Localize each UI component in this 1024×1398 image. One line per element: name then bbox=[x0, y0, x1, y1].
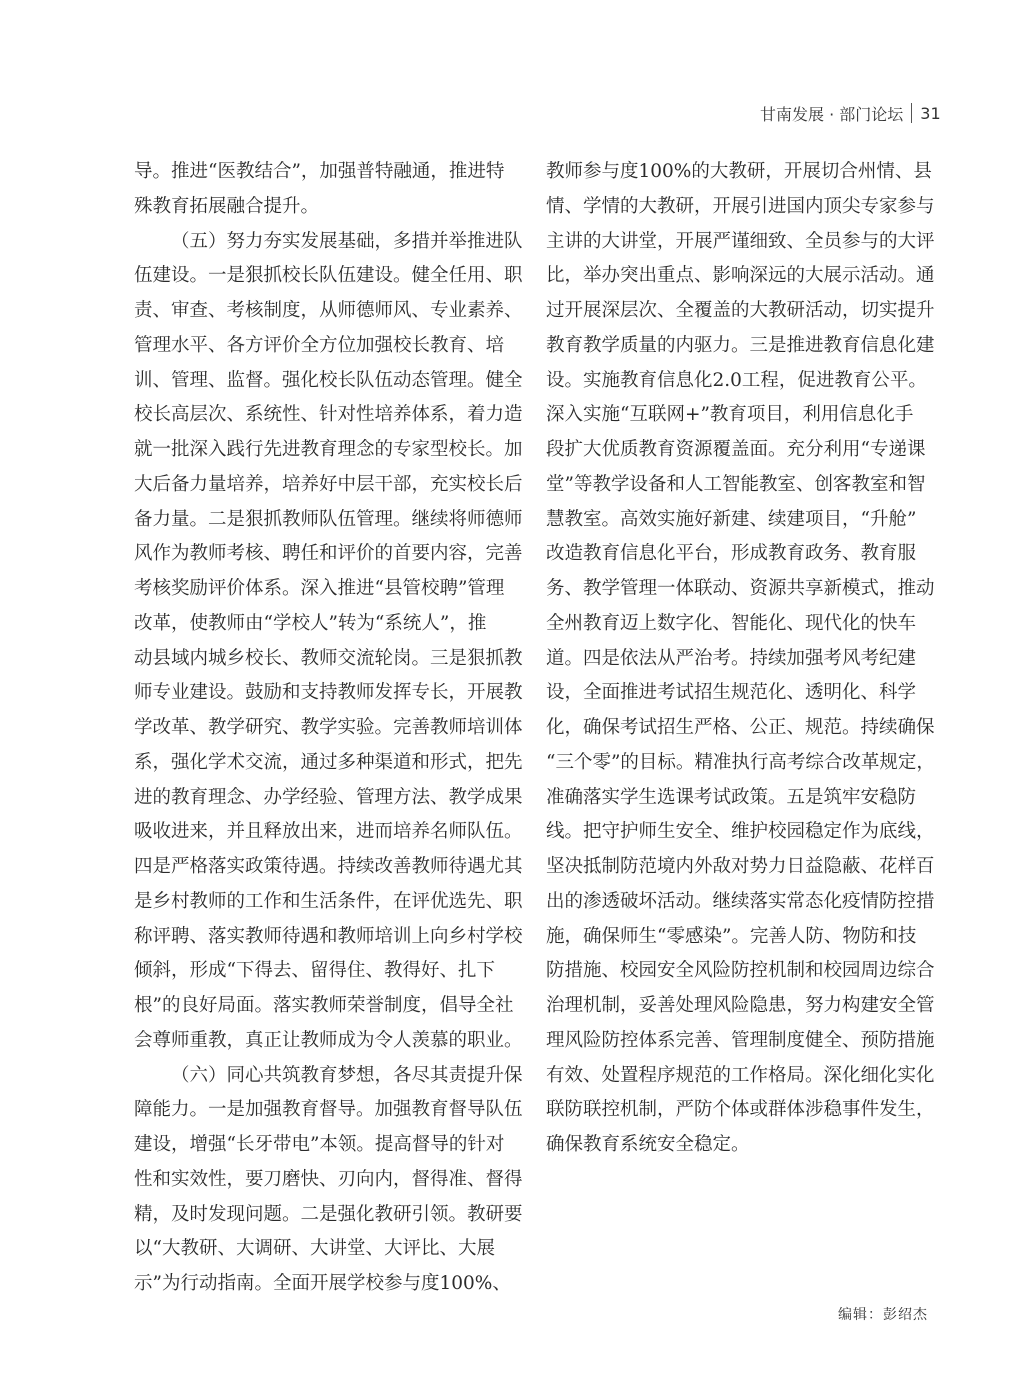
text-line: 大后备力量培养，培养好中层干部，充实校长后 bbox=[134, 473, 523, 495]
text-line: 深入实施“互联网+”教育项目，利用信息化手 bbox=[546, 404, 914, 426]
text-line: 道。四是依法从严治考。持续加强考风考纪建 bbox=[546, 647, 917, 669]
text-line: 校长高层次、系统性、针对性培养体系，着力造 bbox=[134, 404, 523, 426]
left-text-column bbox=[134, 155, 523, 1302]
text-line: 伍建设。一是狠抓校长队伍建设。健全任用、职 bbox=[134, 265, 523, 287]
text-line: （六）同心共筑教育梦想，各尽其责提升保 bbox=[171, 1064, 523, 1086]
text-line: 以“大教研、大调研、大讲堂、大评比、大展 bbox=[134, 1238, 495, 1260]
text-line: 责、审查、考核制度，从师德师风、专业素养、 bbox=[134, 300, 523, 321]
text-line: 情、学情的大教研，开展引进国内顶尖专家参与 bbox=[546, 195, 935, 217]
text-line: 教育教学质量的内驱力。三是推进教育信息化建 bbox=[546, 334, 935, 356]
text-line: 动县域内城乡校长、教师交流轮岗。三是狠抓教 bbox=[134, 647, 523, 669]
text-line: 会尊师重教，真正让教师成为令人羡慕的职业。 bbox=[134, 1029, 523, 1051]
text-line: 段扩大优质教育资源覆盖面。充分利用“专递课 bbox=[546, 439, 926, 460]
text-line: 防措施、校园安全风险防控机制和校园周边综合 bbox=[546, 960, 935, 982]
text-line: （五）努力夯实发展基础，多措并举推进队 bbox=[171, 230, 523, 252]
text-line: 称评聘、落实教师待遇和教师培训上向乡村学校 bbox=[134, 925, 523, 947]
text-line: 化，确保考试招生严格、公正、规范。持续确保 bbox=[546, 717, 935, 738]
text-line: 设，全面推进考试招生规范化、透明化、科学 bbox=[546, 682, 917, 704]
text-line: 全州教育迈上数字化、智能化、现代化的快车 bbox=[546, 612, 917, 634]
text-line: 主讲的大讲堂，开展严谨细致、全员参与的大评 bbox=[546, 230, 935, 252]
text-line: 坚决抵制防范境内外敌对势力日益隐蔽、花样百 bbox=[546, 856, 935, 877]
text-line: 建设，增强“长牙带电”本领。提高督导的针对 bbox=[134, 1134, 505, 1155]
right-text-column bbox=[546, 155, 935, 1163]
text-line: 理风险防控体系完善、管理制度健全、预防措施 bbox=[546, 1029, 935, 1051]
text-line: 进的教育理念、办学经验、管理方法、教学成果 bbox=[134, 786, 523, 808]
text-line: 障能力。一是加强教育督导。加强教育督导队伍 bbox=[134, 1099, 523, 1121]
text-line: 设。实施教育信息化2.0工程，促进教育公平。 bbox=[546, 369, 927, 391]
text-line: 联防联控机制，严防个体或群体涉稳事件发生， bbox=[546, 1099, 935, 1121]
text-line: 教师参与度100%的大教研，开展切合州情、县 bbox=[546, 161, 932, 182]
text-line: 比，举办突出重点、影响深远的大展示活动。通 bbox=[546, 265, 935, 287]
text-line: 确保教育系统安全稳定。 bbox=[546, 1134, 750, 1155]
text-line: 堂”等教学设备和人工智能教室、创客教室和智 bbox=[546, 473, 926, 495]
text-line: 改革，使教师由“学校人”转为“系统人”，推 bbox=[134, 612, 487, 634]
text-line: 导。推进“医教结合”，加强普特融通，推进特 bbox=[134, 161, 505, 182]
text-line: 四是严格落实政策待遇。持续改善教师待遇尤其 bbox=[134, 856, 523, 877]
page-number: 31 bbox=[920, 103, 941, 123]
text-line: 倾斜，形成“下得去、留得住、教得好、扎下 bbox=[134, 960, 495, 982]
text-line: 学改革、教学研究、教学实验。完善教师培训体 bbox=[134, 717, 523, 738]
text-line: 示”为行动指南。全面开展学校参与度100%、 bbox=[134, 1273, 511, 1294]
text-line: 施，确保师生“零感染”。完善人防、物防和技 bbox=[546, 925, 917, 947]
text-line: 备力量。二是狠抓教师队伍管理。继续将师德师 bbox=[134, 508, 523, 530]
text-line: 线。把守护师生安全、维护校园稳定作为底线， bbox=[546, 821, 935, 843]
text-line: 务、教学管理一体联动、资源共享新模式，推动 bbox=[546, 578, 935, 599]
running-header bbox=[760, 101, 960, 125]
text-line: 吸收进来，并且释放出来，进而培养名师队伍。 bbox=[134, 821, 523, 843]
header-divider bbox=[911, 103, 912, 123]
text-line: 是乡村教师的工作和生活条件，在评优选先、职 bbox=[134, 890, 523, 912]
text-line: 性和实效性，要刀磨快、刃向内，督得准、督得 bbox=[134, 1168, 523, 1190]
editor-credit: 编辑：彭绍杰 bbox=[838, 1307, 928, 1323]
section-title: 甘南发展 · 部门论坛 bbox=[760, 104, 904, 124]
text-line: 有效、处置程序规范的工作格局。深化细化实化 bbox=[546, 1064, 935, 1086]
text-line: 过开展深层次、全覆盖的大教研活动，切实提升 bbox=[546, 300, 935, 321]
text-line: 训、管理、监督。强化校长队伍动态管理。健全 bbox=[134, 369, 523, 391]
text-line: 慧教室。高效实施好新建、续建项目，“升舱” bbox=[546, 508, 917, 530]
text-line: 考核奖励评价体系。深入推进“县管校聘”管理 bbox=[134, 578, 505, 599]
text-line: 出的渗透破坏活动。继续落实常态化疫情防控措 bbox=[546, 890, 935, 912]
text-line: 改造教育信息化平台，形成教育政务、教育服 bbox=[546, 543, 917, 565]
text-line: 治理机制，妥善处理风险隐患，努力构建安全管 bbox=[546, 995, 935, 1016]
text-line: “三个零”的目标。精准执行高考综合改革规定， bbox=[546, 751, 935, 773]
text-line: 就一批深入践行先进教育理念的专家型校长。加 bbox=[134, 439, 523, 460]
text-line: 准确落实学生选课考试政策。五是筑牢安稳防 bbox=[546, 786, 917, 808]
text-line: 殊教育拓展融合提升。 bbox=[134, 195, 320, 217]
text-line: 系，强化学术交流，通过多种渠道和形式，把先 bbox=[134, 751, 523, 773]
text-line: 风作为教师考核、聘任和评价的首要内容，完善 bbox=[134, 543, 523, 565]
text-line: 师专业建设。鼓励和支持教师发挥专长，开展教 bbox=[134, 682, 523, 704]
text-line: 根”的良好局面。落实教师荣誉制度，倡导全社 bbox=[134, 995, 514, 1016]
text-line: 管理水平、各方评价全方位加强校长教育、培 bbox=[134, 334, 505, 356]
text-line: 精，及时发现问题。二是强化教研引领。教研要 bbox=[134, 1203, 523, 1225]
